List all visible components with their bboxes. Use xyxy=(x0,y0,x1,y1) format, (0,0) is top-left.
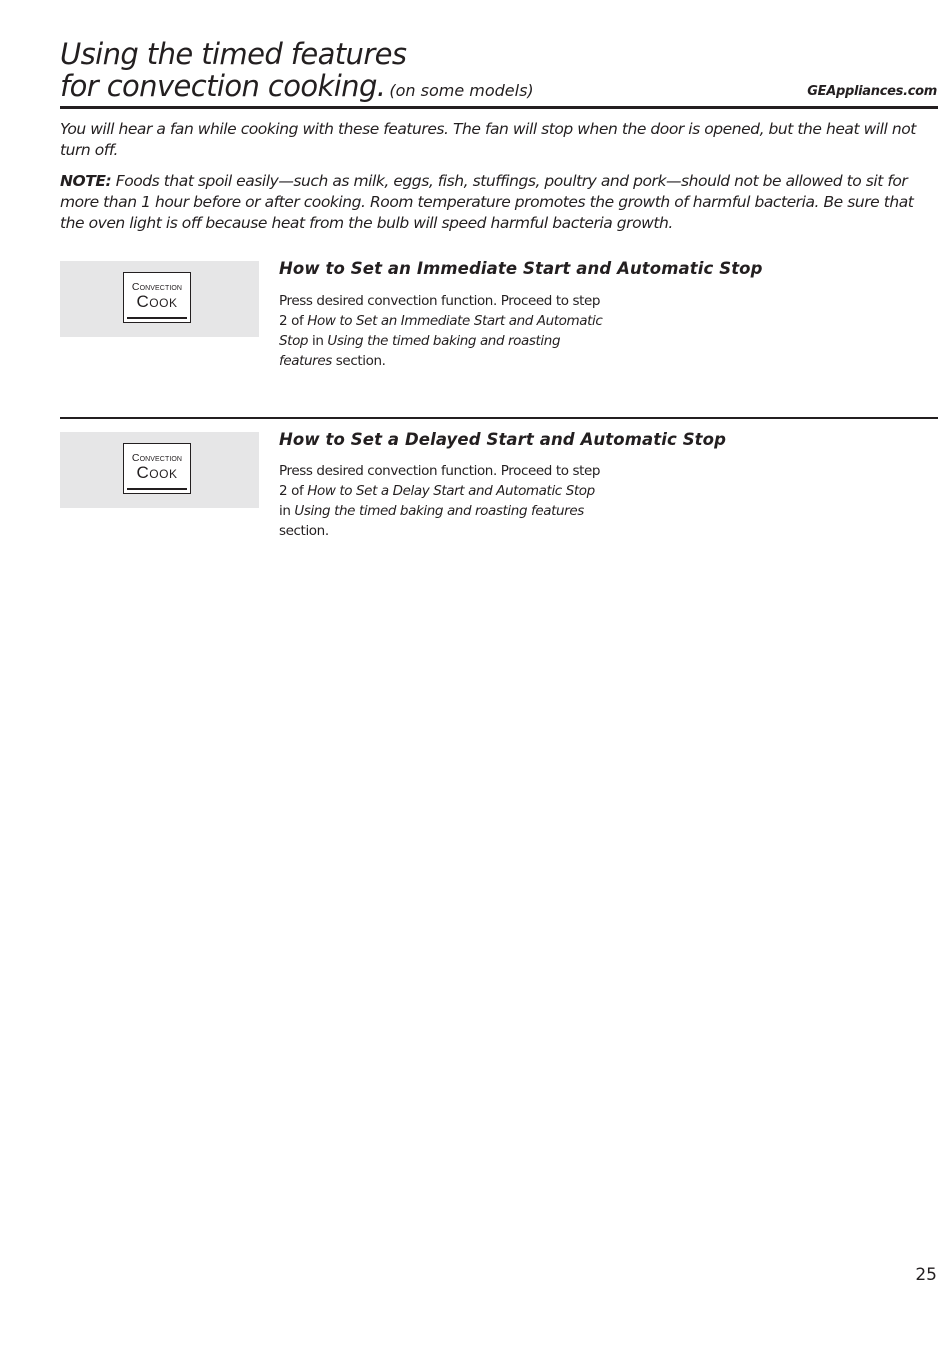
body-reference: How to Set a Delay Start and Automatic Stop xyxy=(307,483,595,499)
title-line-2-text: for convection cooking. xyxy=(60,69,386,103)
title-note: (on some models) xyxy=(389,81,534,100)
page-number: 25 xyxy=(915,1265,937,1285)
body-reference: Using the timed baking and roasting features xyxy=(294,503,584,519)
body-text: Press desired convection function. Proceed to step 2 of xyxy=(279,293,601,329)
body-text: section. xyxy=(335,353,386,369)
section-heading-immediate-start: How to Set an Immediate Start and Automatic Stop xyxy=(279,259,763,278)
title-line-2 xyxy=(60,70,780,107)
note-text: Foods that spoil easily—such as milk, eggs, fish, stuffings, poultry and pork—should not be allowed to sit for more than 1 hour before or after cooking. Room temperature promotes the growth of harmful bacteria. Be sure that the oven light is off because heat from the bulb will speed harmful bacteria growth. xyxy=(60,172,914,232)
note-label: NOTE: xyxy=(60,172,112,190)
convection-cook-key-panel-2 xyxy=(60,432,259,508)
key-main-label: Cook xyxy=(136,292,178,311)
title-divider xyxy=(60,106,938,109)
section-heading-delayed-start: How to Set a Delayed Start and Automatic Stop xyxy=(279,430,727,449)
section-divider xyxy=(60,417,938,419)
key-underline xyxy=(127,317,187,319)
body-reference: Using the timed baking and roasting features xyxy=(279,333,561,369)
page-title xyxy=(60,38,780,107)
body-text: section. xyxy=(279,523,329,539)
section-body-immediate-start xyxy=(279,291,609,371)
body-text: in xyxy=(312,333,324,349)
body-text: Press desired convection function. Proceed to step 2 of xyxy=(279,463,601,499)
convection-cook-key-icon xyxy=(123,272,191,323)
convection-cook-key-icon xyxy=(123,443,191,494)
key-underline xyxy=(127,488,187,490)
body-text: in xyxy=(279,503,291,519)
convection-cook-key-panel-1 xyxy=(60,261,259,337)
section-body-delayed-start xyxy=(279,461,609,541)
note-paragraph xyxy=(60,171,938,234)
title-line-1: Using the timed features xyxy=(60,37,407,71)
key-top-label: Convection xyxy=(131,452,183,464)
key-main-label: Cook xyxy=(136,463,178,482)
intro-paragraph: You will hear a fan while cooking with these features. The fan will stop when the door is opened, but the heat will not turn off. xyxy=(60,120,916,159)
site-url: GEAppliances.com xyxy=(807,84,937,99)
body-reference: How to Set an Immediate Start and Automatic Stop xyxy=(279,313,603,349)
key-top-label: Convection xyxy=(131,281,183,293)
